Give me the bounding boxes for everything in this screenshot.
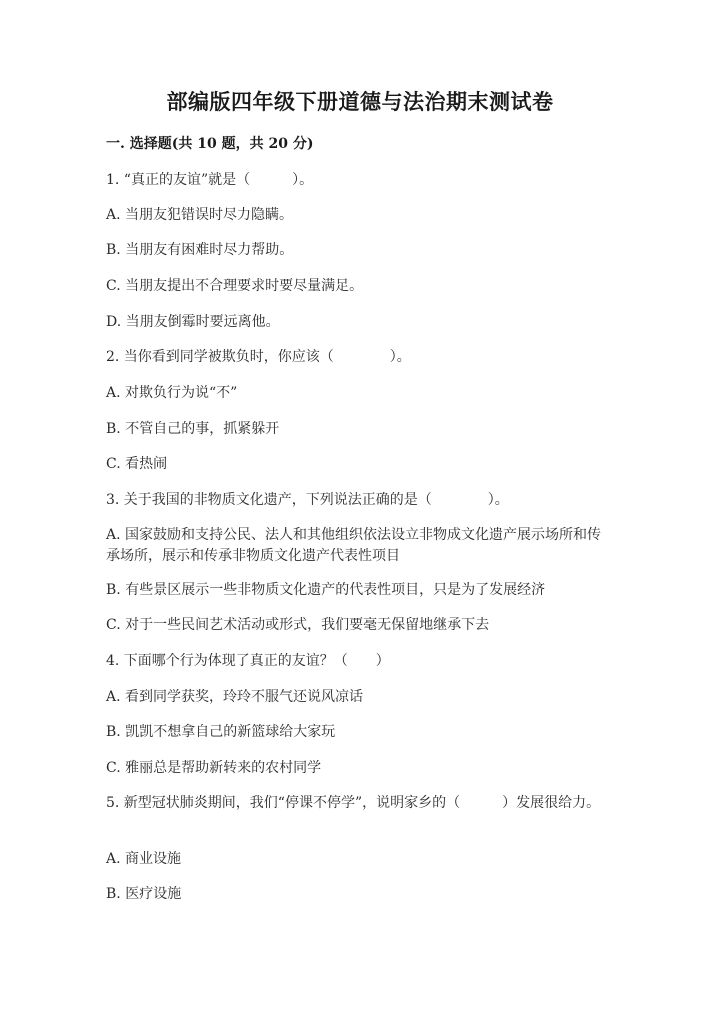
question-4-option-c: C. 雅丽总是帮助新转来的农村同学 (106, 760, 322, 776)
question-1-option-c: C. 当朋友提出不合理要求时要尽量满足。 (106, 278, 364, 294)
question-4-option-b: B. 凯凯不想拿自己的新篮球给大家玩 (106, 724, 336, 740)
question-5-option-b: B. 医疗设施 (106, 886, 182, 902)
question-2-option-b: B. 不管自己的事，抓紧躲开 (106, 421, 280, 437)
question-1-option-a: A. 当朋友犯错误时尽力隐瞒。 (106, 207, 294, 223)
question-5-option-a: A. 商业设施 (106, 851, 182, 867)
question-5-stem: 5. 新型冠状肺炎期间，我们“停课不停学”，说明家乡的（ ）发展很给力。 (106, 795, 601, 811)
question-3-option-c: C. 对于一些民间艺术活动或形式，我们要毫无保留地继承下去 (106, 617, 490, 633)
question-2-option-c: C. 看热闹 (106, 456, 168, 472)
question-4-stem: 4. 下面哪个行为体现了真正的友谊？（ ） (106, 653, 390, 669)
question-3-option-b: B. 有些景区展示一些非物质文化遗产的代表性项目，只是为了发展经济 (106, 582, 546, 598)
question-3-option-a: A. 国家鼓励和支持公民、法人和其他组织依法设立非物成文化遗产展示场所和传承场所，展示和传承非物质文化遗产代表性项目 (106, 527, 602, 564)
question-1-option-d: D. 当朋友倒霉时要远离他。 (106, 314, 280, 330)
section-heading: 一. 选择题(共 10 题，共 20 分) (106, 136, 314, 152)
question-1-option-b: B. 当朋友有困难时尽力帮助。 (106, 242, 294, 258)
question-1-stem: 1. “真正的友谊”就是（ ）。 (106, 172, 314, 188)
question-4-option-a: A. 看到同学获奖，玲玲不服气还说风凉话 (106, 689, 364, 705)
page-title: 部编版四年级下册道德与法治期末测试卷 (166, 89, 554, 114)
question-2-stem: 2. 当你看到同学被欺负时，你应该（ ）。 (106, 349, 411, 365)
question-3-stem: 3. 关于我国的非物质文化遗产，下列说法正确的是（ ）。 (106, 492, 509, 508)
question-2-option-a: A. 对欺负行为说“不” (106, 385, 238, 401)
